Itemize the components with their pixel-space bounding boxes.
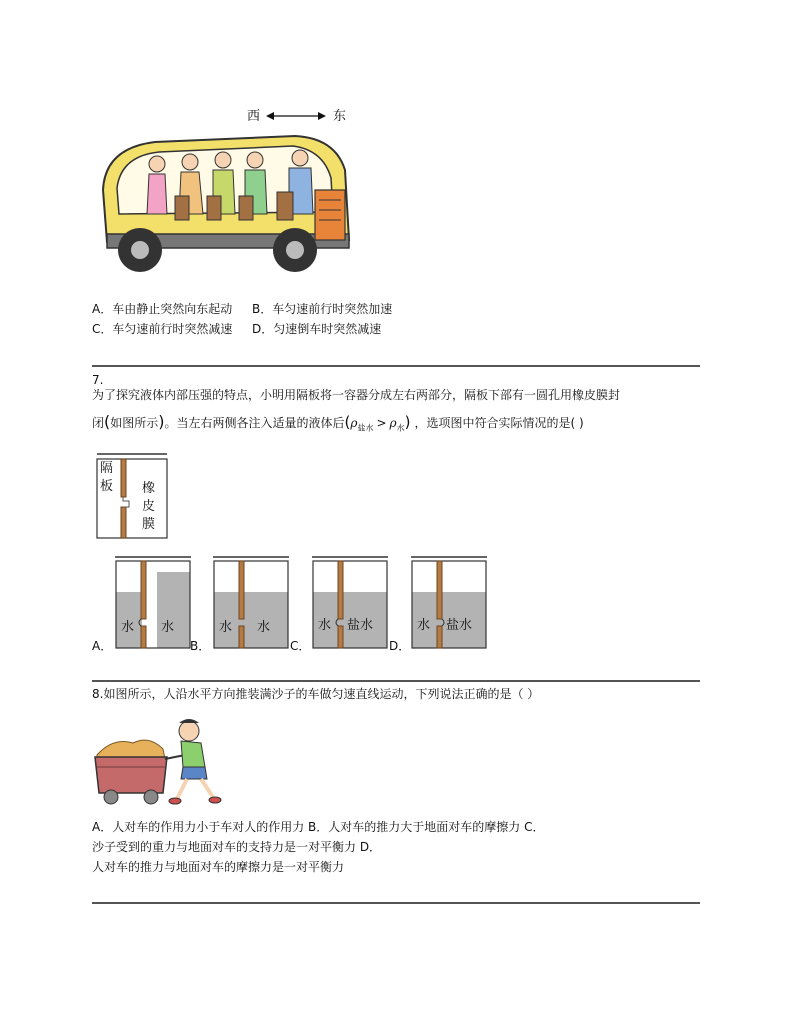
membrane-label-3: 膜: [142, 517, 156, 532]
q8-options-line2: 沙子受到的重力与地面对车的支持力是一对平衡力 D．: [92, 840, 382, 854]
membrane-label-2: 皮: [142, 499, 156, 514]
choice-b-right-liquid: 水: [257, 620, 271, 635]
choice-a-left-liquid: 水: [121, 620, 135, 635]
partition-label-1: 隔: [100, 461, 114, 476]
q7-stem-line1: 为了探究液体内部压强的特点，小明用隔板将一容器分成左右两部分，隔板下部有一圆孔用橡皮膜封: [92, 388, 621, 402]
divider-1: [92, 365, 700, 367]
choice-d-left-liquid: 水: [417, 618, 431, 633]
q7-choice-a-label: A．: [92, 639, 113, 653]
q6-option-c: C．车匀速前行时突然减速: [92, 322, 233, 336]
q7-number: 7.: [92, 373, 104, 387]
cart-illustration: [93, 715, 225, 807]
q6-option-b: B．车匀速前行时突然加速: [252, 302, 393, 316]
bus-illustration: [95, 130, 357, 280]
q7-choice-c-beaker: [312, 556, 388, 649]
q7-choice-d-beaker: [411, 556, 487, 649]
q7-stem-line2: 闭(如图所示)。当左右两侧各注入适量的液体后$(\rho_{盐水} > \rho_水)$ ，选项图中符合实际情况的是( ): [92, 412, 584, 433]
partition-label-2: 板: [100, 479, 114, 494]
q6-option-a: A．车由静止突然向东起动: [92, 302, 233, 316]
q7-choice-b-label: B．: [190, 639, 211, 653]
compass-east: 东: [333, 109, 347, 124]
q8-options-line3: 人对车的推力与地面对车的摩擦力是一对平衡力: [92, 860, 345, 874]
compass-west: 西: [247, 109, 261, 124]
compass-arrow-icon: [266, 110, 326, 122]
divider-2: [92, 680, 700, 682]
choice-c-right-liquid: 盐水: [347, 618, 374, 633]
q7-choice-d-label: D．: [389, 639, 411, 653]
divider-3: [92, 902, 700, 904]
choice-b-left-liquid: 水: [219, 620, 233, 635]
choice-c-left-liquid: 水: [318, 618, 332, 633]
q7-main-diagram: [96, 453, 168, 539]
q7-choice-c-label: C．: [290, 639, 311, 653]
q7-choice-a-beaker: [115, 556, 191, 649]
choice-d-right-liquid: 盐水: [446, 618, 473, 633]
q8-stem: 8.如图所示，人沿水平方向推装满沙子的车做匀速直线运动，下列说法正确的是（ ）: [92, 687, 540, 701]
membrane-label-1: 橡: [142, 481, 156, 496]
q6-option-d: D．匀速倒车时突然减速: [252, 322, 382, 336]
q8-options-line1: A．人对车的作用力小于车对人的作用力 B．人对车的推力大于地面对车的摩擦力 C．: [92, 820, 545, 834]
q7-choice-b-beaker: [213, 556, 289, 649]
choice-a-right-liquid: 水: [161, 620, 175, 635]
